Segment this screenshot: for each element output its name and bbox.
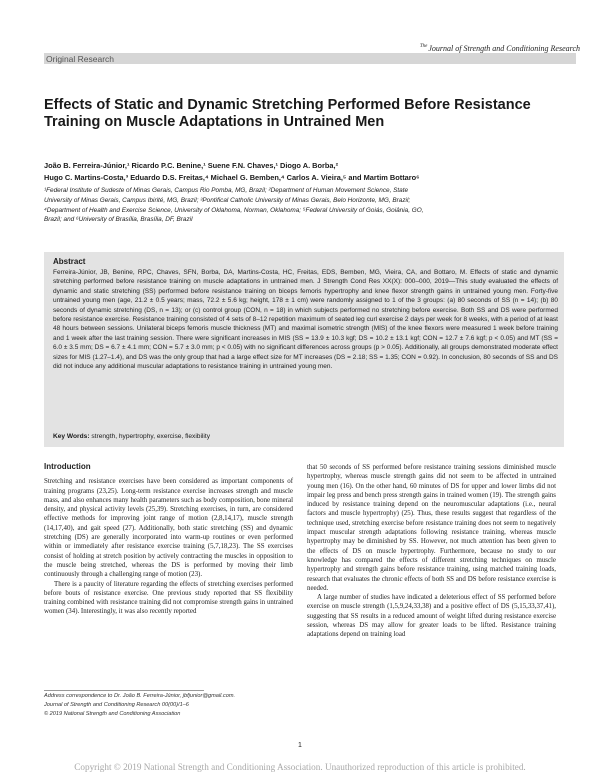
affiliations xyxy=(44,186,564,225)
affiliation-line: Brazil; and ⁶University of Brasília, Brasília, DF, Brazil xyxy=(44,216,193,224)
footnote-divider xyxy=(44,690,204,691)
author-list xyxy=(44,160,564,183)
page-number: 1 xyxy=(298,742,302,749)
journal-the: The xyxy=(419,44,428,49)
keywords xyxy=(53,433,558,440)
footnote-correspondence: Address correspondence to Dr. João B. Ferreira-Júnior, jbfjunior@gmail.com. xyxy=(44,693,236,699)
introduction-heading: Introduction xyxy=(44,462,91,471)
abstract-text: Ferreira-Júnior, JB, Benine, RPC, Chaves, SFN, Borba, DA, Martins-Costa, HC, Freitas, EDS, Bemben, MG, Vieira, CA, and Bottaro, M. Effects of static and dynamic stretching performed before resistance training on muscle adaptations in untrained men. J Strength Cond Res XX(X): 000–000, 2019—This study evaluated the effects of dynamic and static stretching (SS) performed before resistance training on biceps femoris hypertrophy and knee flexor strength gains in untrained young men. Forty-five untrained young men (age, 21.2 ± 0.5 years; mass, 72.2 ± 5.6 kg; height, 178 ± 1 cm) were randomly assigned to 1 of the 3 groups: (a) 80 seconds of SS (n = 14); (b) 80 seconds of dynamic stretching (DS, n = 13); or (c) control group (CON, n = 18) in which subjects performed no stretching before exercise. Both SS and DS were performed before resistance exercise. Resistance training consisted of 4 sets of 8–12 repetition maximum of seated leg curl exercise 2 days per week for 8 weeks, with a period of at least 48 hours between sessions. Unilateral biceps femoris muscle thickness (MT) and maximal isometric strength (MIS) of the knee flexors were measured 1 week before training and 1 week after the last training session. There were significant increases in MIS (SS = 13.9 ± 10.3 kgf; DS = 10.2 ± 13.1 kgf; CON = 12.7 ± 7.6 kgf; p < 0.05) and MT (SS = 6.0 ± 3.5 mm; DS = 6.7 ± 4.1 mm; CON = 5.7 ± 3.0 mm; p < 0.05) with no significant differences across groups (p > 0.05). Additionally, all groups demonstrated moderate effect sizes for MIS (1.27–1.4), and DS was the only group that had a large effect size for MT increases (DS = 2.18; SS = 1.35; CON = 0.92). In conclusion, 80 seconds of SS and DS did not induce any additional muscular adaptations to resistance training in untrained young men. xyxy=(53,269,558,371)
footnotes xyxy=(44,692,293,720)
affiliation-line: University of Minas Gerais, Campus Ibirité, MG, Brazil; ³Pontifical Catholic University of Minas Gerais, Belo Horizonte, MG, Brazil; xyxy=(44,196,411,204)
copyright-notice: Copyright © 2019 National Strength and Conditioning Association. Unauthorized reproduction of this article is prohibited. xyxy=(74,762,526,772)
intro-paragraph-3: that 50 seconds of SS performed before resistance training sessions diminished muscle hypertrophy, whereas muscle strength gains did not seem to be affected in untrained young men (16). On the other hand, 60 minutes of DS for upper and lower limbs did not impair leg press and bench press strength gains in trained women (19). The strength gains induced by resistance training depend on the neuromuscular adaptations (i.e., neural factors and muscle hypertrophy) (25). Thus, these results suggest that regardless of the technique used, stretching exercise before resistance training does not seem to negatively impact muscular strength adaptations following resistance training, whereas muscle hypertrophy may be diminished by SS. However, not much attention has been given to the effects of DS on muscle hypertrophy. Furthermore, because no study to our knowledge has compared the effects of different stretching techniques on muscle hypertrophy and strength gains before resistance training, using matched training loads, research that evaluates the chronic effects of both SS and DS before resistance exercise is needed. xyxy=(307,464,556,592)
right-column xyxy=(307,463,556,640)
intro-paragraph-4: A large number of studies have indicated a deleterious effect of SS performed before exercise on muscle strength (1,5,9,24,33,38) and a positive effect of DS (5,15,33,37,41), suggesting that SS results in a reduced amount of weight lifted during resistance exercise session, whereas DS may allow for greater loads to be lifted. Resistance training adaptations depend on training load xyxy=(307,594,556,639)
journal-title: Journal of Strength and Conditioning Research xyxy=(428,44,580,53)
footnote-copyright: © 2019 National Strength and Conditioning Association xyxy=(44,711,181,718)
article-title: Effects of Static and Dynamic Stretching Performed Before Resistance Training on Muscle Adaptations in Untrained Men xyxy=(44,97,531,130)
author-line: Hugo C. Martins-Costa,³ Eduardo D.S. Freitas,⁴ Michael G. Bemben,⁴ Carlos A. Vieira,⁵ and Martim Bottaro⁶ xyxy=(44,172,420,182)
intro-paragraph-2: There is a paucity of literature regarding the effects of stretching exercises performed before bouts of resistance exercise. One previous study reported that SS flexibility training combined with resistance training did not compromise strength gains in untrained women (34). Interestingly, it was also recently reported xyxy=(44,580,293,616)
keywords-label: Key Words: xyxy=(53,433,90,440)
author-line: João B. Ferreira-Júnior,¹ Ricardo P.C. Benine,¹ Suene F.N. Chaves,¹ Diogo A. Borba,² xyxy=(44,161,339,170)
affiliation-line: ⁴Department of Health and Exercise Science, University of Oklahoma, Norman, Oklahoma; ⁵Federal University of Goiás, Goiânia, GO, xyxy=(44,206,424,214)
footnote-citation: Journal of Strength and Conditioning Research 00(00)/1–6 xyxy=(44,702,189,709)
keywords-list: strength, hypertrophy, exercise, flexibility xyxy=(91,433,210,440)
section-bar xyxy=(44,53,576,64)
left-column xyxy=(44,462,293,617)
journal-name xyxy=(400,44,580,53)
section-label: Original Research xyxy=(46,54,115,64)
intro-paragraph-1: Stretching and resistance exercises have been considered as important components of training programs (23,25). Long-term resistance exercise increases strength and muscle mass, and also enhances many health parameters such as body composition, bone mineral density, and physical activity levels (25,39). Stretching exercises, in turn, are considered effective methods for improving joint range of motion (2,8,14,17), muscle strength (14,17,40), and gait speed (27). Additionally, both static stretching (SS) and dynamic stretching (DS) are generally incorporated into warm-up routines or even performed within or immediately after resistance exercise training (5,7,18,23). The SS exercises consist of holding at stretch position by actively contracting the muscles in opposition to the muscle being stretched, whereas the DS is performed by moving their limb continuously through a challenging range of motion (23). xyxy=(44,478,293,579)
affiliation-line: ¹Federal Institute of Sudeste of Minas Gerais, Campus Rio Pomba, MG, Brazil; ²Department of Human Movement Science, State xyxy=(44,187,409,194)
abstract-heading: Abstract xyxy=(53,257,86,266)
